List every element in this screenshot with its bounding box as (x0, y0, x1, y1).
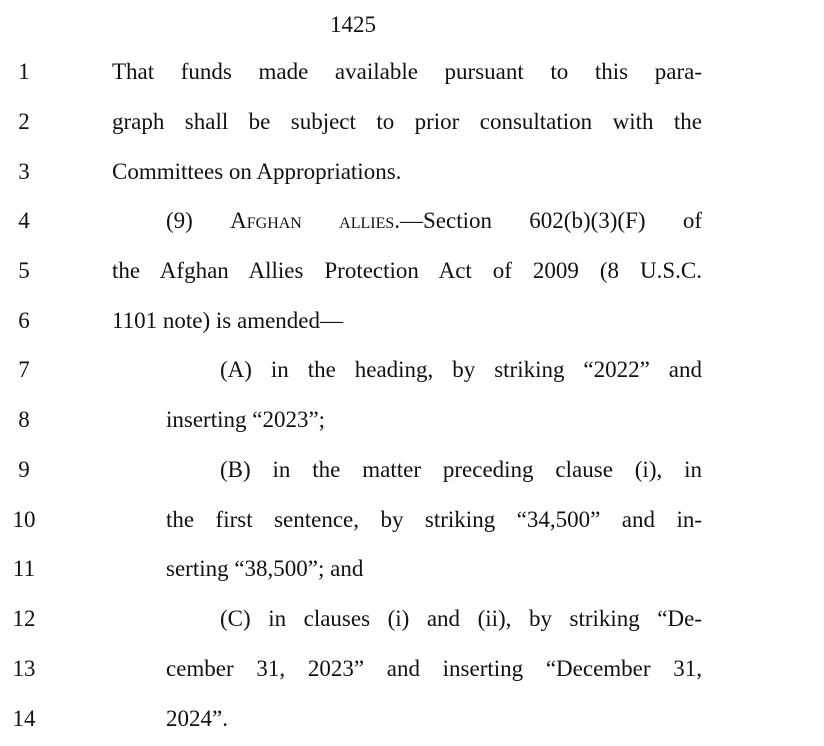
line-text: (C) in clauses (i) and (ii), by striking “De- (220, 606, 702, 631)
line-text: (B) in the matter preceding clause (i), in (220, 457, 702, 482)
text-line (0, 702, 824, 736)
line-number: 14 (12, 706, 36, 731)
paragraph-designator: (9) (166, 208, 231, 233)
line-text: That funds made available pursuant to this para- (112, 59, 702, 84)
line-number: 6 (18, 308, 30, 333)
line-text: inserting “2023”; (166, 407, 326, 432)
text-line (0, 254, 824, 288)
line-number: 13 (12, 656, 36, 681)
paragraph-heading: Afghan allies. (230, 208, 400, 233)
page-number: 1425 (330, 12, 376, 37)
line-number: 10 (12, 507, 36, 532)
line-number: 8 (18, 407, 30, 432)
line-number: 7 (18, 357, 30, 382)
text-line (0, 353, 824, 387)
text-line (0, 652, 824, 686)
line-text: 1101 note) is amended— (112, 308, 344, 333)
text-line (0, 602, 824, 636)
line-number: 2 (18, 109, 30, 134)
paragraph-heading-line (166, 204, 702, 238)
line-text: graph shall be subject to prior consultation with the (112, 109, 702, 134)
line-text: (A) in the heading, by striking “2022” and (220, 357, 702, 382)
line-text: the first sentence, by striking “34,500” and in- (166, 507, 702, 532)
line-text: Committees on Appropriations. (112, 159, 402, 184)
text-line (0, 403, 824, 437)
line-text: cember 31, 2023” and inserting “December 31, (166, 656, 702, 681)
line-text: the Afghan Allies Protection Act of 2009 (8 U.S.C. (112, 258, 702, 283)
text-line (0, 552, 824, 586)
line-text: —Section 602(b)(3)(F) of (400, 208, 702, 233)
text-line (0, 503, 824, 537)
text-line (0, 155, 824, 189)
line-text: 2024”. (166, 706, 228, 731)
line-number: 3 (18, 159, 30, 184)
line-number: 4 (18, 208, 30, 233)
line-number: 5 (18, 258, 30, 283)
text-line (0, 204, 824, 238)
line-text: serting “38,500”; and (166, 556, 364, 581)
line-number: 1 (18, 59, 30, 84)
line-number: 11 (12, 556, 36, 581)
line-number: 12 (12, 606, 36, 631)
line-number: 9 (18, 457, 30, 482)
text-line (0, 105, 824, 139)
text-line (0, 304, 824, 338)
text-line (0, 453, 824, 487)
text-line (0, 55, 824, 89)
